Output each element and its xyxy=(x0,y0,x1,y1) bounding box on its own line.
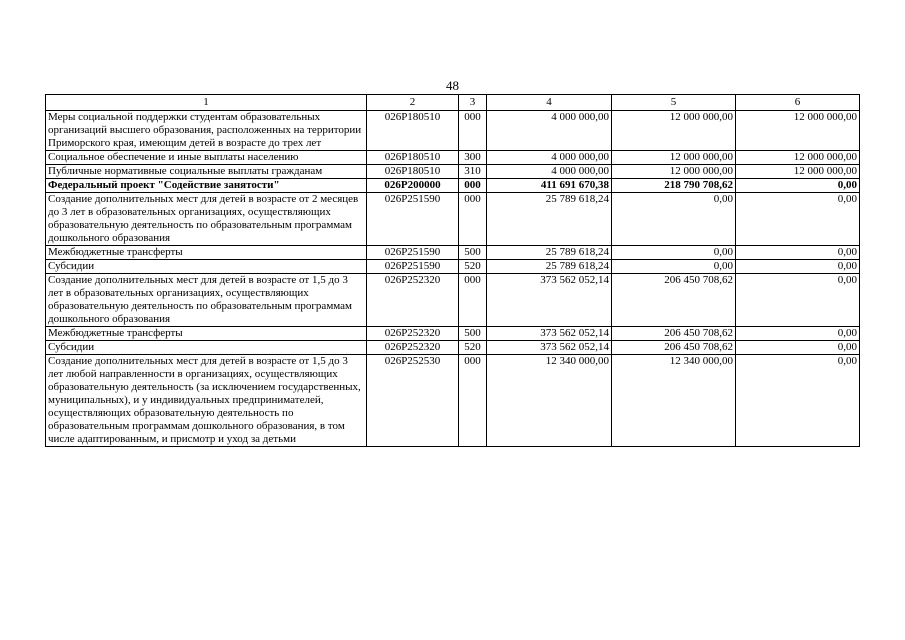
amount-cell: 373 562 052,14 xyxy=(487,274,612,327)
expense-type-cell: 300 xyxy=(459,151,487,165)
amount-cell: 218 790 708,62 xyxy=(612,179,736,193)
expense-type-cell: 520 xyxy=(459,260,487,274)
column-header: 5 xyxy=(612,95,736,111)
row-name-cell: Создание дополнительных мест для детей в возрасте от 2 месяцев до 3 лет в образовательных организациях, осуществляющих образовательную деятельность по образовательным программам дошкольного образования xyxy=(46,193,367,246)
table-row xyxy=(46,341,860,355)
row-name-cell: Создание дополнительных мест для детей в возрасте от 1,5 до 3 лет в образовательных организациях, осуществляющих образовательную деятельность по образовательным программам дошкольного образования xyxy=(46,274,367,327)
target-code-cell: 026P252530 xyxy=(367,355,459,447)
table-row xyxy=(46,111,860,151)
amount-cell: 12 340 000,00 xyxy=(612,355,736,447)
table-row xyxy=(46,179,860,193)
amount-cell: 373 562 052,14 xyxy=(487,341,612,355)
expense-type-cell: 000 xyxy=(459,193,487,246)
column-header: 1 xyxy=(46,95,367,111)
amount-cell: 206 450 708,62 xyxy=(612,274,736,327)
target-code-cell: 026P251590 xyxy=(367,246,459,260)
row-name-cell: Субсидии xyxy=(46,341,367,355)
amount-cell: 12 000 000,00 xyxy=(736,111,860,151)
column-header: 3 xyxy=(459,95,487,111)
amount-cell: 373 562 052,14 xyxy=(487,327,612,341)
table-row xyxy=(46,165,860,179)
row-name-cell: Социальное обеспечение и иные выплаты населению xyxy=(46,151,367,165)
row-name-cell: Межбюджетные трансферты xyxy=(46,327,367,341)
amount-cell: 0,00 xyxy=(612,193,736,246)
amount-cell: 25 789 618,24 xyxy=(487,246,612,260)
target-code-cell: 026P200000 xyxy=(367,179,459,193)
expense-type-cell: 000 xyxy=(459,111,487,151)
amount-cell: 12 000 000,00 xyxy=(612,111,736,151)
amount-cell: 4 000 000,00 xyxy=(487,165,612,179)
amount-cell: 25 789 618,24 xyxy=(487,193,612,246)
amount-cell: 0,00 xyxy=(736,260,860,274)
amount-cell: 0,00 xyxy=(736,179,860,193)
table-row xyxy=(46,274,860,327)
amount-cell: 411 691 670,38 xyxy=(487,179,612,193)
amount-cell: 0,00 xyxy=(736,193,860,246)
amount-cell: 12 000 000,00 xyxy=(612,165,736,179)
target-code-cell: 026P252320 xyxy=(367,341,459,355)
row-name-cell: Создание дополнительных мест для детей в возрасте от 1,5 до 3 лет любой направленности в организациях, осуществляющих образовательную деятельность (за исключением государственных, муниципальных), и у индивидуальных предпринимателей, осуществляющих образовательную деятельность по образовательным программам дошкольного образования, в том числе адаптированным, и присмотр и уход за детьми xyxy=(46,355,367,447)
amount-cell: 0,00 xyxy=(736,355,860,447)
amount-cell: 0,00 xyxy=(736,274,860,327)
row-name-cell: Федеральный проект "Содействие занятости" xyxy=(46,179,367,193)
target-code-cell: 026P180510 xyxy=(367,151,459,165)
expense-type-cell: 310 xyxy=(459,165,487,179)
amount-cell: 4 000 000,00 xyxy=(487,111,612,151)
expense-type-cell: 500 xyxy=(459,327,487,341)
header-row xyxy=(46,95,860,111)
amount-cell: 12 000 000,00 xyxy=(736,165,860,179)
table-row xyxy=(46,193,860,246)
expense-type-cell: 520 xyxy=(459,341,487,355)
amount-cell: 25 789 618,24 xyxy=(487,260,612,274)
column-header: 2 xyxy=(367,95,459,111)
table-row xyxy=(46,151,860,165)
target-code-cell: 026P252320 xyxy=(367,274,459,327)
amount-cell: 12 000 000,00 xyxy=(736,151,860,165)
row-name-cell: Публичные нормативные социальные выплаты гражданам xyxy=(46,165,367,179)
amount-cell: 206 450 708,62 xyxy=(612,341,736,355)
target-code-cell: 026P180510 xyxy=(367,165,459,179)
budget-table xyxy=(45,94,860,447)
target-code-cell: 026P251590 xyxy=(367,193,459,246)
row-name-cell: Субсидии xyxy=(46,260,367,274)
amount-cell: 12 340 000,00 xyxy=(487,355,612,447)
amount-cell: 0,00 xyxy=(736,327,860,341)
amount-cell: 0,00 xyxy=(736,246,860,260)
amount-cell: 0,00 xyxy=(736,341,860,355)
column-header: 6 xyxy=(736,95,860,111)
table-row xyxy=(46,260,860,274)
table-row xyxy=(46,246,860,260)
expense-type-cell: 000 xyxy=(459,274,487,327)
amount-cell: 0,00 xyxy=(612,260,736,274)
expense-type-cell: 500 xyxy=(459,246,487,260)
amount-cell: 206 450 708,62 xyxy=(612,327,736,341)
page-number: 48 xyxy=(446,78,459,93)
target-code-cell: 026P251590 xyxy=(367,260,459,274)
amount-cell: 0,00 xyxy=(612,246,736,260)
table-row xyxy=(46,327,860,341)
amount-cell: 4 000 000,00 xyxy=(487,151,612,165)
table-row xyxy=(46,355,860,447)
target-code-cell: 026P252320 xyxy=(367,327,459,341)
row-name-cell: Межбюджетные трансферты xyxy=(46,246,367,260)
target-code-cell: 026P180510 xyxy=(367,111,459,151)
expense-type-cell: 000 xyxy=(459,355,487,447)
amount-cell: 12 000 000,00 xyxy=(612,151,736,165)
row-name-cell: Меры социальной поддержки студентам образовательных организаций высшего образования, расположенных на территории Приморского края, имеющим детей в возрасте до трех лет xyxy=(46,111,367,151)
expense-type-cell: 000 xyxy=(459,179,487,193)
column-header: 4 xyxy=(487,95,612,111)
